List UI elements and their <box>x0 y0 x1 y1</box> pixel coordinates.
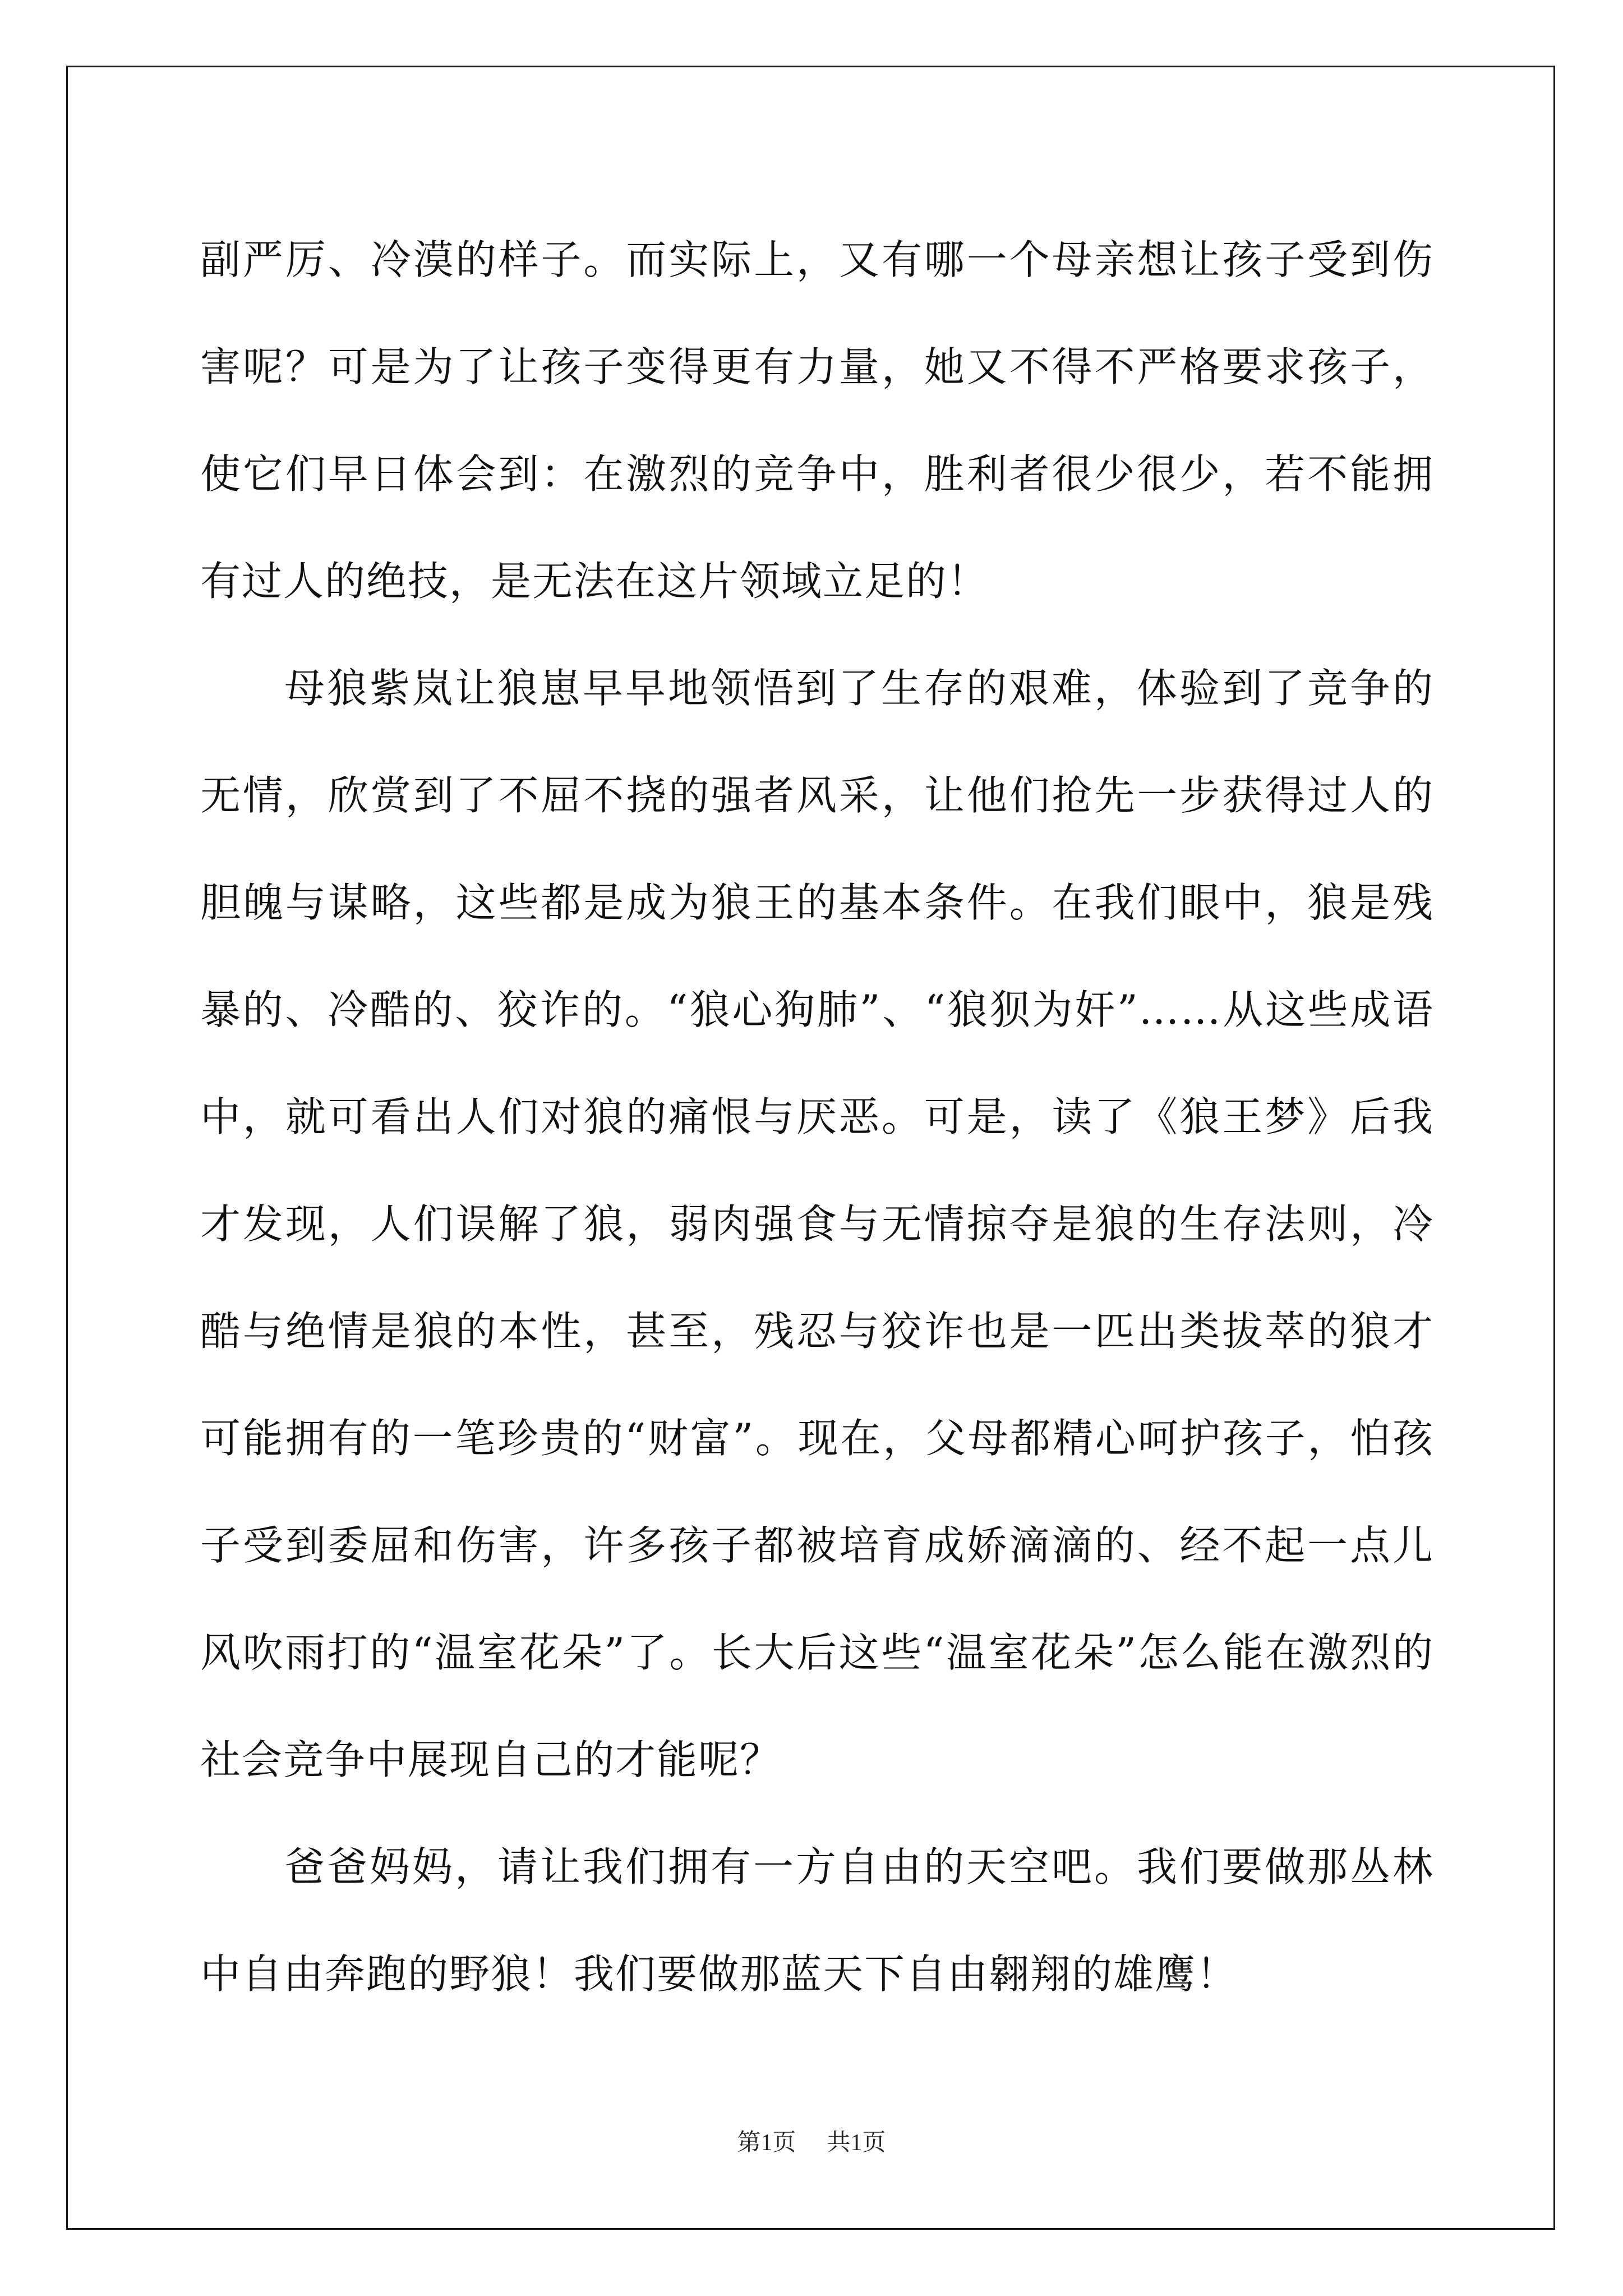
paragraph-2: 母狼紫岚让狼崽早早地领悟到了生存的艰难，体验到了竞争的无情，欣赏到了不屈不挠的强者风采，让他们抢先一步获得过人的胆魄与谋略，这些都是成为狼王的基本条件。在我们眼中，狼是残暴的、冷酷的、狡诈的。“狼心狗肺”、“狼狈为奸”……从这些成语中，就可看出人们对狼的痛恨与厌恶。可是，读了《狼王梦》后我才发现，人们误解了狼，弱肉强食与无情掠夺是狼的生存法则，冷酷与绝情是狼的本性，甚至，残忍与狡诈也是一匹出类拔萃的狼才可能拥有的一笔珍贵的“财富”。现在，父母都精心呵护孩子，怕孩子受到委屈和伤害，许多孩子都被培育成娇滴滴的、经不起一点儿风吹雨打的“温室花朵”了。长大后这些“温室花朵”怎么能在激烈的社会竞争中展现自己的才能呢？ <box>200 665 1434 1783</box>
document-body <box>200 206 1434 2028</box>
page-footer <box>0 2126 1623 2160</box>
page-total: 共1页 <box>827 2130 886 2156</box>
paragraph-3: 爸爸妈妈，请让我们拥有一方自由的天空吧。我们要做那丛林中自由奔跑的野狼！我们要做那蓝天下自由翱翔的雄鹰！ <box>200 1843 1434 1998</box>
paragraph-1: 副严厉、冷漠的样子。而实际上，又有哪一个母亲想让孩子受到伤害呢？可是为了让孩子变得更有力量，她又不得不严格要求孩子，使它们早日体会到：在激烈的竞争中，胜利者很少很少，若不能拥有过人的绝技，是无法在这片领域立足的！ <box>200 236 1434 605</box>
page-number: 第1页 <box>737 2130 796 2156</box>
